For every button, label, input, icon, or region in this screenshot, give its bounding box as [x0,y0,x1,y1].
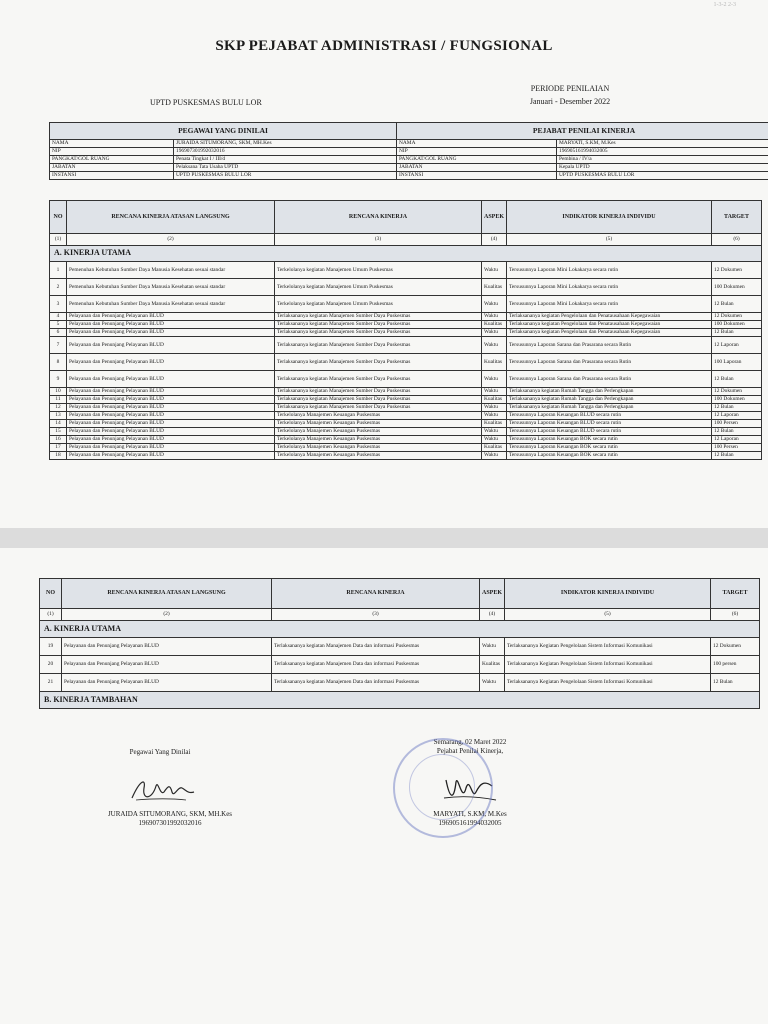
row-rencana: Terlaksananya kegiatan Manajemen Sumber Daya Puskesmas [275,329,482,337]
pegawai-field-label: INSTANSI [50,172,174,180]
pegawai-field-label: PANGKAT/GOL RUANG [50,156,174,164]
col-aspek: ASPEK [482,201,507,234]
row-number: 17 [50,444,67,452]
document-title: SKP PEJABAT ADMINISTRASI / FUNGSIONAL [215,38,553,54]
row-indikator: Tersusunnya Laporan Sarana dan Prasarana secara Rutin [507,371,712,388]
row-aspek: Waktu [480,638,505,656]
row-atasan: Pemenuhan Kebutuhan Sumber Daya Manusia Kesehatan sesuai standar [67,279,275,296]
row-atasan: Pelayanan dan Penunjang Pelayanan BLUD [67,354,275,371]
row-indikator: Terlaksananya kegiatan Pengelolaan dan Penatausahaan Kepegawaian [507,329,712,337]
sign-left-nip: 196907301992032016 [138,819,202,827]
penilai-field-label: PANGKAT/GOL RUANG [397,156,557,164]
col-index: (6) [712,234,762,246]
identity-row [50,148,768,156]
row-target: 12 Laporan [712,337,762,354]
col-atasan: RENCANA KINERJA ATASAN LANGSUNG [62,579,272,609]
row-target: 12 Bulan [712,329,762,337]
table-row [50,444,762,452]
identity-row [50,156,768,164]
row-aspek: Waktu [482,404,507,412]
col-index: (5) [505,609,711,621]
penilai-field-value: Pembina / IV/a [557,156,768,164]
row-indikator: Terlaksananya kegiatan Pengelolaan dan Penatausahaan Kepegawaian [507,313,712,321]
row-aspek: Kualitas [482,279,507,296]
row-number: 21 [40,674,62,692]
row-target: 100 Dokumen [712,279,762,296]
row-target: 100 Persen [712,444,762,452]
row-target: 12 Bulan [712,404,762,412]
identity-row [50,172,768,180]
row-indikator: Tersusunnya Laporan Mini Lokakarya secara rutin [507,279,712,296]
row-indikator: Terlaksananya Kegiatan Pengelolaan Sistem Informasi Komunikasi [505,656,711,674]
row-atasan: Pelayanan dan Penunjang Pelayanan BLUD [67,444,275,452]
row-aspek: Waktu [482,337,507,354]
penilai-field-value: Kepala UPTD [557,164,768,172]
row-rencana: Terkelolanya kegiatan Manajemen Umum Puskesmas [275,262,482,279]
col-rencana: RENCANA KINERJA [275,201,482,234]
row-number: 8 [50,354,67,371]
row-number: 16 [50,436,67,444]
table-row [40,638,760,656]
row-target: 12 Dokumen [712,313,762,321]
pegawai-field-value: Penata Tingkat I / III/d [174,156,397,164]
row-atasan: Pelayanan dan Penunjang Pelayanan BLUD [67,396,275,404]
row-number: 3 [50,296,67,313]
row-atasan: Pelayanan dan Penunjang Pelayanan BLUD [67,313,275,321]
row-rencana: Terlaksananya kegiatan Manajemen Data dan informasi Puskesmas [272,656,480,674]
row-rencana: Terlaksananya kegiatan Manajemen Sumber Daya Puskesmas [275,354,482,371]
row-number: 5 [50,321,67,329]
row-target: 12 Bulan [711,674,760,692]
col-target: TARGET [711,579,760,609]
table-row [50,313,762,321]
row-atasan: Pelayanan dan Penunjang Pelayanan BLUD [62,656,272,674]
table-row [50,436,762,444]
row-indikator: Tersusunnya Laporan Keuangan BOK secara rutin [507,436,712,444]
sign-right-date: Semarang, 02 Maret 2022 [433,738,507,746]
col-index: (2) [62,609,272,621]
row-target: 12 Bulan [712,428,762,436]
penilai-field-value: MARYATI, S.KM, M.Kes [557,140,768,148]
table-row [40,656,760,674]
row-target: 12 Dokumen [711,638,760,656]
row-aspek: Waktu [482,371,507,388]
row-indikator: Tersusunnya Laporan Keuangan BLUD secara rutin [507,420,712,428]
unit-name: UPTD PUSKESMAS BULU LOR [150,98,262,107]
row-rencana: Terlaksananya kegiatan Manajemen Sumber Daya Puskesmas [275,321,482,329]
row-rencana: Terkelolanya Manajemen Keuangan Puskesmas [275,444,482,452]
row-number: 1 [50,262,67,279]
row-atasan: Pelayanan dan Penunjang Pelayanan BLUD [67,428,275,436]
row-aspek: Waktu [482,262,507,279]
row-number: 14 [50,420,67,428]
row-number: 19 [40,638,62,656]
row-atasan: Pemenuhan Kebutuhan Sumber Daya Manusia Kesehatan sesuai standar [67,296,275,313]
row-number: 13 [50,412,67,420]
row-aspek: Waktu [482,329,507,337]
row-rencana: Terkelolanya Manajemen Keuangan Puskesmas [275,420,482,428]
penilai-heading: PEJABAT PENILAI KINERJA [397,123,768,140]
row-target: 100 Persen [712,420,762,428]
row-number: 10 [50,388,67,396]
sign-left-name: JURAIDA SITUMORANG, SKM, MH.Kes [107,810,233,818]
pegawai-field-value: 196907301992032016 [174,148,397,156]
row-target: 100 persen [711,656,760,674]
page-two [0,548,768,1024]
col-index: (5) [507,234,712,246]
table-row [50,354,762,371]
pegawai-heading: PEGAWAI YANG DINILAI [50,123,397,140]
pegawai-field-label: JABATAN [50,164,174,172]
row-number: 12 [50,404,67,412]
section-kinerja-tambahan: B. KINERJA TAMBAHAN [40,692,760,709]
col-no: NO [40,579,62,609]
col-no: NO [50,201,67,234]
identity-row [50,140,768,148]
pegawai-field-label: NAMA [50,140,174,148]
table-row [50,371,762,388]
row-atasan: Pemenuhan Kebutuhan Sumber Daya Manusia Kesehatan sesuai standar [67,262,275,279]
row-rencana: Terlaksananya kegiatan Manajemen Sumber Daya Puskesmas [275,388,482,396]
penilai-field-value: UPTD PUSKESMAS BULU LOR [557,172,768,180]
row-atasan: Pelayanan dan Penunjang Pelayanan BLUD [62,674,272,692]
sign-right-name: MARYATI, S.KM, M.Kes [433,810,507,818]
table-row [40,674,760,692]
col-aspek: ASPEK [480,579,505,609]
row-target: 12 Bulan [712,296,762,313]
row-rencana: Terkelolanya Manajemen Keuangan Puskesmas [275,412,482,420]
row-target: 100 Dokumen [712,396,762,404]
kinerja-table-2 [39,578,760,709]
row-atasan: Pelayanan dan Penunjang Pelayanan BLUD [67,388,275,396]
row-aspek: Waktu [480,674,505,692]
col-index: (6) [711,609,760,621]
row-target: 100 Laporan [712,354,762,371]
table-row [50,412,762,420]
row-indikator: Terlaksananya kegiatan Rumah Tangga dan Perlengkapan [507,388,712,396]
row-indikator: Terlaksananya kegiatan Rumah Tangga dan Perlengkapan [507,396,712,404]
row-target: 100 Dokumen [712,321,762,329]
col-indikator: INDIKATOR KINERJA INDIVIDU [507,201,712,234]
row-atasan: Pelayanan dan Penunjang Pelayanan BLUD [67,371,275,388]
row-aspek: Waktu [482,412,507,420]
row-target: 12 Bulan [712,371,762,388]
row-indikator: Tersusunnya Laporan Keuangan BLUD secara rutin [507,428,712,436]
col-rencana: RENCANA KINERJA [272,579,480,609]
signature-left [128,772,198,808]
col-index: (4) [480,609,505,621]
periode-block [520,82,620,108]
row-atasan: Pelayanan dan Penunjang Pelayanan BLUD [67,412,275,420]
row-rencana: Terkelolanya kegiatan Manajemen Umum Puskesmas [275,279,482,296]
row-rencana: Terkelolanya Manajemen Keuangan Puskesmas [275,428,482,436]
row-atasan: Pelayanan dan Penunjang Pelayanan BLUD [67,436,275,444]
table-row [50,262,762,279]
row-aspek: Kualitas [482,354,507,371]
row-indikator: Terlaksananya Kegiatan Pengelolaan Sistem Informasi Komunikasi [505,638,711,656]
col-indikator: INDIKATOR KINERJA INDIVIDU [505,579,711,609]
row-aspek: Waktu [482,388,507,396]
row-aspek: Kualitas [482,420,507,428]
row-rencana: Terlaksananya kegiatan Manajemen Sumber Daya Puskesmas [275,404,482,412]
row-aspek: Waktu [482,436,507,444]
row-indikator: Tersusunnya Laporan Mini Lokakarya secara rutin [507,296,712,313]
row-atasan: Pelayanan dan Penunjang Pelayanan BLUD [67,329,275,337]
table-row [50,279,762,296]
table-row [50,321,762,329]
row-indikator: Tersusunnya Laporan Mini Lokakarya secara rutin [507,262,712,279]
row-number: 20 [40,656,62,674]
row-indikator: Tersusunnya Laporan Sarana dan Prasarana secara Rutin [507,354,712,371]
row-target: 12 Dokumen [712,262,762,279]
row-rencana: Terlaksananya kegiatan Manajemen Sumber Daya Puskesmas [275,313,482,321]
col-target: TARGET [712,201,762,234]
row-rencana: Terkelolanya Manajemen Keuangan Puskesmas [275,436,482,444]
pegawai-field-value: JURAIDA SITUMORANG, SKM, MH.Kes [174,140,397,148]
row-indikator: Terlaksananya Kegiatan Pengelolaan Sistem Informasi Komunikasi [505,674,711,692]
row-number: 18 [50,452,67,460]
row-indikator: Terlaksananya kegiatan Pengelolaan dan Penatausahaan Kepegawaian [507,321,712,329]
table-row [50,428,762,436]
row-target: 12 Bulan [712,452,762,460]
row-atasan: Pelayanan dan Penunjang Pelayanan BLUD [67,452,275,460]
table-row [50,337,762,354]
row-rencana: Terlaksananya kegiatan Manajemen Data dan informasi Puskesmas [272,638,480,656]
table-row [50,452,762,460]
row-atasan: Pelayanan dan Penunjang Pelayanan BLUD [62,638,272,656]
periode-label: PERIODE PENILAIAN [530,84,610,93]
corner-note: 1-3-2 2-3 [713,2,736,8]
row-number: 2 [50,279,67,296]
penilai-field-label: INSTANSI [397,172,557,180]
table-row [50,404,762,412]
row-rencana: Terkelolanya kegiatan Manajemen Umum Puskesmas [275,296,482,313]
row-rencana: Terlaksananya kegiatan Manajemen Data dan informasi Puskesmas [272,674,480,692]
table-row [50,420,762,428]
row-aspek: Kualitas [480,656,505,674]
row-number: 15 [50,428,67,436]
col-index: (4) [482,234,507,246]
col-index: (3) [272,609,480,621]
table-row [50,396,762,404]
row-rencana: Terlaksananya kegiatan Manajemen Sumber Daya Puskesmas [275,396,482,404]
kinerja-table-1 [49,200,762,460]
col-index: (1) [40,609,62,621]
row-indikator: Terlaksananya kegiatan Rumah Tangga dan Perlengkapan [507,404,712,412]
row-number: 6 [50,329,67,337]
row-rencana: Terlaksananya kegiatan Manajemen Sumber Daya Puskesmas [275,337,482,354]
sign-right-role: Pejabat Penilai Kinerja, [436,747,504,755]
row-rencana: Terlaksananya kegiatan Manajemen Sumber Daya Puskesmas [275,371,482,388]
row-atasan: Pelayanan dan Penunjang Pelayanan BLUD [67,420,275,428]
periode-value: Januari - Desember 2022 [529,97,611,106]
section-kinerja-utama: A. KINERJA UTAMA [50,246,762,262]
official-stamp [393,738,493,838]
page-gap [0,528,768,548]
row-atasan: Pelayanan dan Penunjang Pelayanan BLUD [67,404,275,412]
row-number: 9 [50,371,67,388]
row-aspek: Waktu [482,296,507,313]
row-number: 7 [50,337,67,354]
row-target: 12 Laporan [712,436,762,444]
penilai-field-value: 196905161994032005 [557,148,768,156]
sign-left-role: Pegawai Yang Dinilai [129,748,191,756]
col-index: (2) [67,234,275,246]
pegawai-field-label: NIP [50,148,174,156]
identity-row [50,164,768,172]
section-kinerja-utama: A. KINERJA UTAMA [40,621,760,638]
row-aspek: Kualitas [482,321,507,329]
row-number: 4 [50,313,67,321]
row-rencana: Terkelolanya Manajemen Keuangan Puskesmas [275,452,482,460]
row-number: 11 [50,396,67,404]
pegawai-field-value: Pelaksana Tata Usaha UPTD [174,164,397,172]
row-indikator: Tersusunnya Laporan Keuangan BOK secara rutin [507,444,712,452]
penilai-field-label: NAMA [397,140,557,148]
row-aspek: Kualitas [482,396,507,404]
row-aspek: Waktu [482,428,507,436]
row-atasan: Pelayanan dan Penunjang Pelayanan BLUD [67,321,275,329]
sign-right-nip: 196905161994032005 [438,819,502,827]
penilai-field-label: JABATAN [397,164,557,172]
pegawai-field-value: UPTD PUSKESMAS BULU LOR [174,172,397,180]
row-target: 12 Laporan [712,412,762,420]
table-row [50,296,762,313]
row-indikator: Tersusunnya Laporan Keuangan BOK secara rutin [507,452,712,460]
row-atasan: Pelayanan dan Penunjang Pelayanan BLUD [67,337,275,354]
col-index: (1) [50,234,67,246]
penilai-field-label: NIP [397,148,557,156]
row-target: 12 Dokumen [712,388,762,396]
row-aspek: Waktu [482,452,507,460]
table-row [50,329,762,337]
row-aspek: Kualitas [482,444,507,452]
row-aspek: Waktu [482,313,507,321]
row-indikator: Tersusunnya Laporan Keuangan BLUD secara rutin [507,412,712,420]
identity-table [49,122,768,180]
row-indikator: Tersusunnya Laporan Sarana dan Prasarana secara Rutin [507,337,712,354]
table-row [50,388,762,396]
col-atasan: RENCANA KINERJA ATASAN LANGSUNG [67,201,275,234]
col-index: (3) [275,234,482,246]
